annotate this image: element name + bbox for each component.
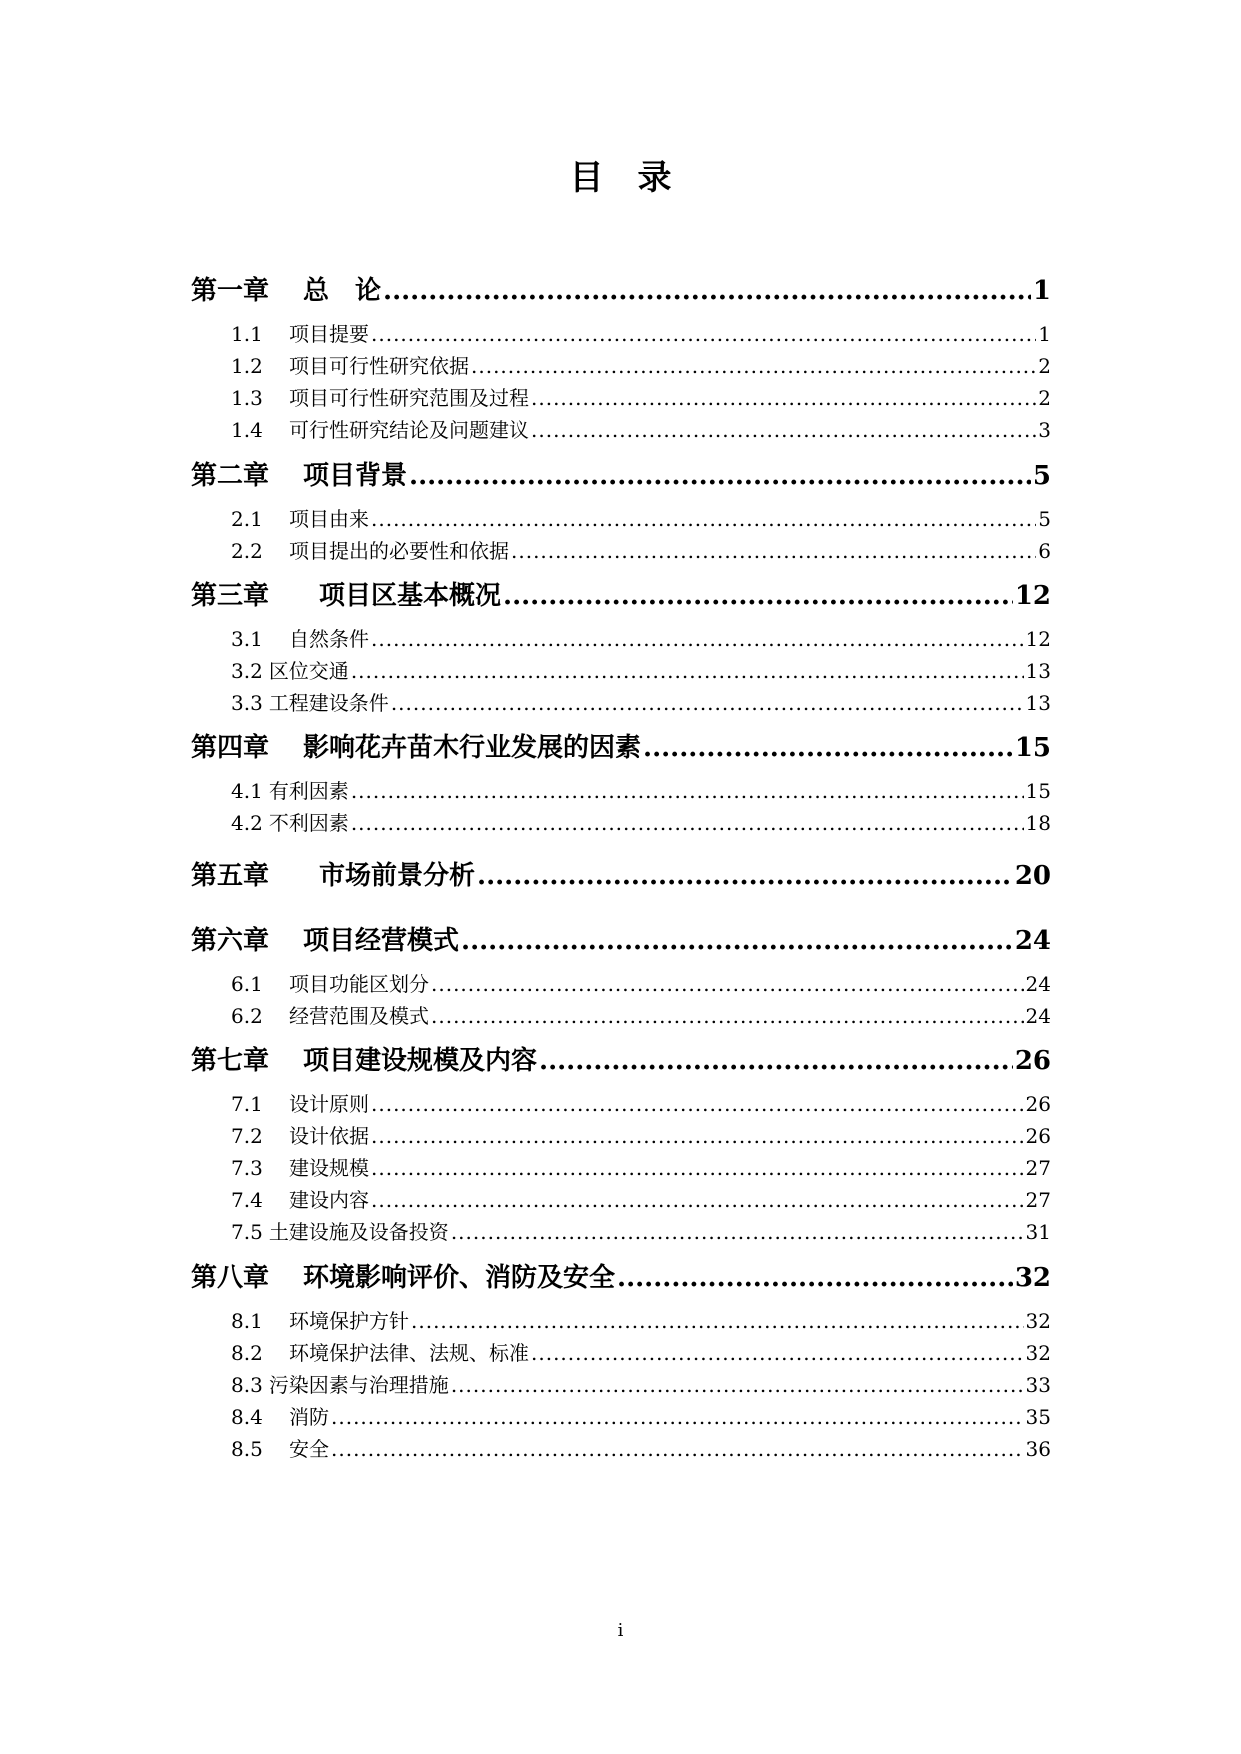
chapter-title: 环境影响评价、消防及安全: [303, 1263, 616, 1293]
dot-leader: [371, 507, 1036, 531]
toc-section-8-2[interactable]: [231, 1337, 1051, 1366]
section-number: 4.2: [231, 811, 263, 835]
toc-chapter-4[interactable]: [191, 727, 1051, 764]
chapter-number: 第一章: [191, 276, 270, 306]
section-number: 6.1: [231, 972, 263, 996]
toc-section-4-2[interactable]: [231, 807, 1051, 836]
section-title: 土建设施及设备投资: [268, 1220, 449, 1244]
dot-leader: [351, 811, 1024, 835]
section-title: 经营范围及模式: [289, 1004, 429, 1028]
section-number: 3.1: [231, 627, 263, 651]
page-number: 26: [1025, 1092, 1051, 1116]
toc-chapter-8[interactable]: [191, 1257, 1051, 1294]
page-number: 1: [1038, 322, 1051, 346]
chapter-number: 第三章: [191, 581, 270, 611]
toc-section-7-2[interactable]: [231, 1120, 1051, 1149]
toc-section-1-1[interactable]: [231, 318, 1051, 347]
section-title: 建设规模: [289, 1156, 369, 1180]
section-number: 2.2: [231, 539, 263, 563]
page-number: 27: [1025, 1188, 1051, 1212]
dot-leader: [531, 1341, 1024, 1365]
page-number: 5: [1032, 461, 1051, 491]
dot-leader: [451, 1373, 1024, 1397]
toc-section-2-2[interactable]: [231, 535, 1051, 564]
dot-leader: [391, 691, 1024, 715]
dot-leader: [351, 659, 1024, 683]
chapter-title: 影响花卉苗木行业发展的因素: [303, 733, 642, 763]
page-number: 2: [1038, 354, 1051, 378]
section-number: 8.2: [231, 1341, 263, 1365]
page-number: 33: [1025, 1373, 1051, 1397]
toc-section-3-3[interactable]: [231, 687, 1051, 716]
dot-leader: [351, 779, 1024, 803]
chapter-title: 项目经营模式: [303, 926, 460, 956]
section-number: 6.2: [231, 1004, 263, 1028]
toc-section-8-4[interactable]: [231, 1401, 1051, 1430]
page-footer-number: i: [617, 1620, 624, 1641]
section-title: 消防: [289, 1405, 329, 1429]
chapter-title: 总 论: [303, 276, 382, 306]
toc-section-4-1[interactable]: [231, 775, 1051, 804]
dot-leader: [371, 322, 1036, 346]
section-title: 区位交通: [268, 659, 349, 683]
dot-leader: [371, 1092, 1024, 1116]
section-title: 建设内容: [289, 1188, 369, 1212]
toc-section-1-4[interactable]: [231, 414, 1051, 443]
dot-leader: [331, 1405, 1024, 1429]
section-number: 1.2: [231, 354, 263, 378]
chapter-title: 项目背景: [303, 461, 408, 491]
toc-section-3-1[interactable]: [231, 623, 1051, 652]
section-number: 7.2: [231, 1124, 263, 1148]
section-number: 8.4: [231, 1405, 263, 1429]
page-number: 13: [1025, 691, 1051, 715]
toc-section-2-1[interactable]: [231, 503, 1051, 532]
section-number: 7.3: [231, 1156, 263, 1180]
page-number: 15: [1025, 779, 1051, 803]
page-number: 26: [1025, 1124, 1051, 1148]
section-title: 项目可行性研究依据: [289, 354, 469, 378]
page-number: 5: [1038, 507, 1051, 531]
page-title: 目 录: [569, 158, 672, 198]
page-number: 15: [1014, 733, 1051, 763]
dot-leader: [371, 1188, 1024, 1212]
toc-chapter-7[interactable]: [191, 1040, 1051, 1077]
page-number: 18: [1025, 811, 1051, 835]
section-number: 8.5: [231, 1437, 263, 1461]
chapter-title: 项目建设规模及内容: [303, 1046, 538, 1076]
dot-leader: [531, 418, 1036, 442]
section-title: 自然条件: [289, 627, 369, 651]
toc-section-7-3[interactable]: [231, 1152, 1051, 1181]
page-number: 24: [1025, 972, 1051, 996]
dot-leader: [409, 461, 1031, 491]
dot-leader: [461, 926, 1013, 956]
page-number: 32: [1025, 1309, 1051, 1333]
dot-leader: [531, 386, 1036, 410]
page-number: 36: [1025, 1437, 1051, 1461]
chapter-number: 第六章: [191, 926, 270, 956]
toc-section-7-1[interactable]: [231, 1088, 1051, 1117]
toc-section-3-2[interactable]: [231, 655, 1051, 684]
section-number: 4.1: [231, 779, 263, 803]
section-title: 项目可行性研究范围及过程: [289, 386, 529, 410]
section-title: 可行性研究结论及问题建议: [289, 418, 529, 442]
page-number: 35: [1025, 1405, 1051, 1429]
page-number: 26: [1014, 1046, 1051, 1076]
toc-section-6-2[interactable]: [231, 1000, 1051, 1029]
section-title: 设计依据: [289, 1124, 369, 1148]
section-title: 环境保护法律、法规、标准: [289, 1341, 529, 1365]
section-number: 7.4: [231, 1188, 263, 1212]
toc-section-8-1[interactable]: [231, 1305, 1051, 1334]
dot-leader: [451, 1220, 1024, 1244]
page-number: 2: [1038, 386, 1051, 410]
toc-section-1-2[interactable]: [231, 350, 1051, 379]
dot-leader: [371, 1124, 1024, 1148]
section-title: 环境保护方针: [289, 1309, 409, 1333]
section-title: 不利因素: [268, 811, 349, 835]
section-title: 污染因素与治理措施: [268, 1373, 449, 1397]
dot-leader: [331, 1437, 1024, 1461]
page-number: 1: [1032, 276, 1051, 306]
section-number: 1.1: [231, 322, 263, 346]
dot-leader: [471, 354, 1036, 378]
toc-chapter-6[interactable]: [191, 920, 1051, 957]
dot-leader: [477, 861, 1013, 891]
toc-section-1-3[interactable]: [231, 382, 1051, 411]
section-title: 工程建设条件: [268, 691, 389, 715]
page-number: 20: [1014, 861, 1051, 891]
dot-leader: [539, 1046, 1013, 1076]
toc-section-6-1[interactable]: [231, 968, 1051, 997]
chapter-number: 第七章: [191, 1046, 270, 1076]
chapter-number: 第四章: [191, 733, 270, 763]
dot-leader: [383, 276, 1031, 306]
toc-chapter-1[interactable]: [191, 270, 1051, 307]
section-number: 3.2: [231, 659, 263, 683]
page-number: 32: [1025, 1341, 1051, 1365]
section-title: 项目提要: [289, 322, 369, 346]
chapter-title: 市场前景分析: [319, 861, 476, 891]
toc-chapter-5[interactable]: [191, 855, 1051, 892]
dot-leader: [503, 581, 1013, 611]
page-number: 31: [1025, 1220, 1051, 1244]
page-number: 12: [1025, 627, 1051, 651]
chapter-number: 第五章: [191, 861, 270, 891]
page-number: 6: [1038, 539, 1051, 563]
section-title: 项目功能区划分: [289, 972, 429, 996]
dot-leader: [511, 539, 1036, 563]
section-number: 7.5: [231, 1220, 263, 1244]
toc-chapter-3[interactable]: [191, 575, 1051, 612]
section-number: 7.1: [231, 1092, 263, 1116]
section-number: 1.4: [231, 418, 263, 442]
section-title: 项目提出的必要性和依据: [289, 539, 509, 563]
page-number: 27: [1025, 1156, 1051, 1180]
section-title: 安全: [289, 1437, 329, 1461]
section-title: 有利因素: [268, 779, 349, 803]
toc-section-8-3[interactable]: [231, 1369, 1051, 1398]
toc-section-8-5[interactable]: [231, 1433, 1051, 1462]
chapter-number: 第二章: [191, 461, 270, 491]
toc-section-7-5[interactable]: [231, 1216, 1051, 1245]
page-number: 24: [1025, 1004, 1051, 1028]
section-title: 项目由来: [289, 507, 369, 531]
section-number: 8.1: [231, 1309, 263, 1333]
section-number: 8.3: [231, 1373, 263, 1397]
dot-leader: [371, 1156, 1024, 1180]
dot-leader: [411, 1309, 1024, 1333]
chapter-title: 项目区基本概况: [319, 581, 502, 611]
dot-leader: [617, 1263, 1013, 1293]
toc-section-7-4[interactable]: [231, 1184, 1051, 1213]
page-number: 12: [1014, 581, 1051, 611]
dot-leader: [431, 1004, 1024, 1028]
section-number: 2.1: [231, 507, 263, 531]
toc-chapter-2[interactable]: [191, 455, 1051, 492]
section-number: 3.3: [231, 691, 263, 715]
chapter-number: 第八章: [191, 1263, 270, 1293]
page-number: 3: [1038, 418, 1051, 442]
page-number: 24: [1014, 926, 1051, 956]
page-number: 32: [1014, 1263, 1051, 1293]
dot-leader: [643, 733, 1013, 763]
dot-leader: [371, 627, 1024, 651]
section-title: 设计原则: [289, 1092, 369, 1116]
dot-leader: [431, 972, 1024, 996]
page-number: 13: [1025, 659, 1051, 683]
section-number: 1.3: [231, 386, 263, 410]
